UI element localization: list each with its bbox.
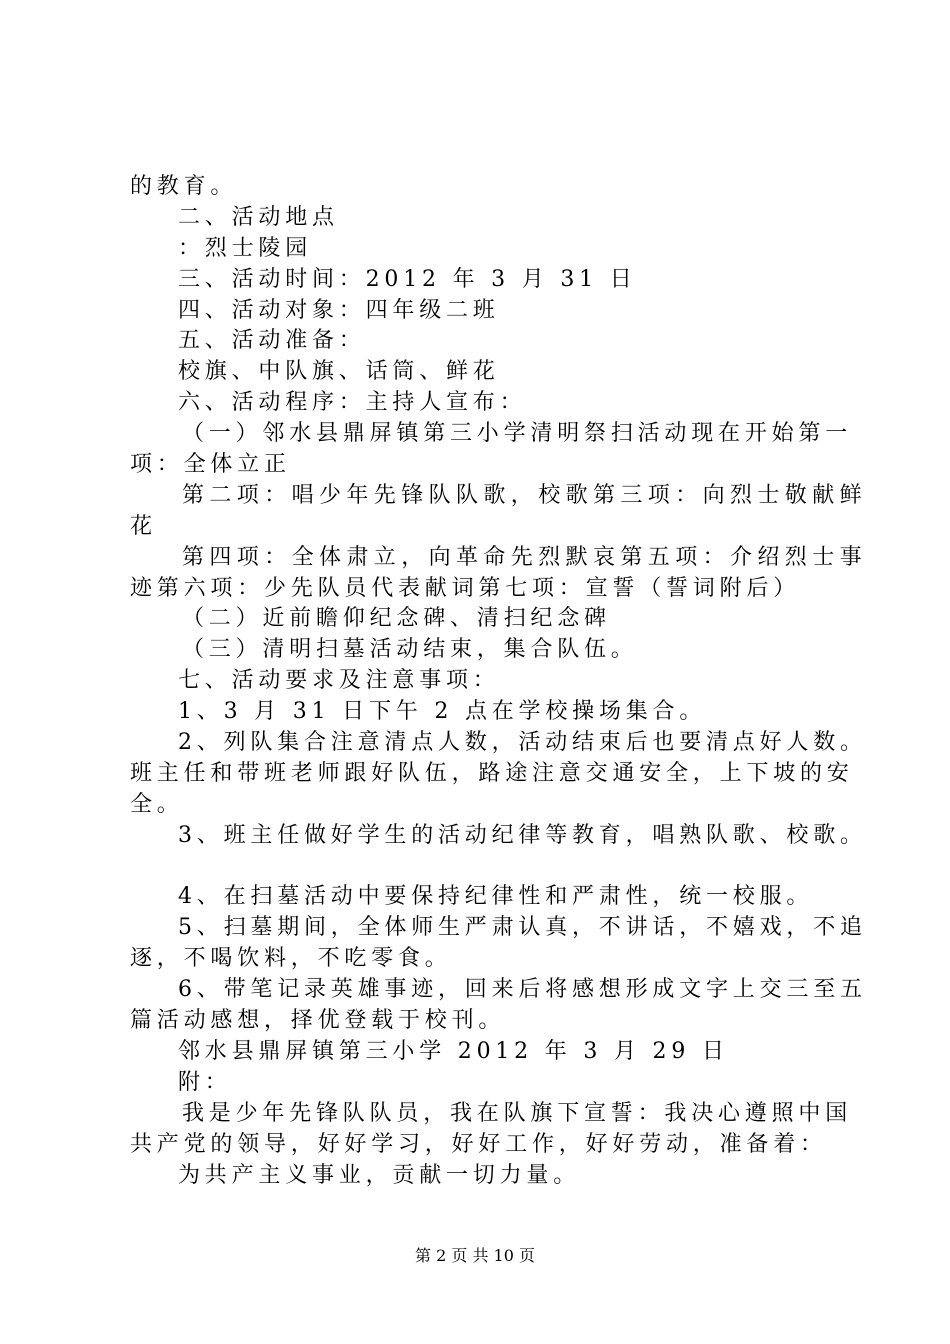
text-line: 5、扫墓期间，全体师生严肃认真，不讲话，不嬉戏，不追: [178, 915, 867, 941]
text-line: 六、活动程序：主持人宣布：: [178, 390, 527, 416]
text-line: 第二项：唱少年先锋队队歌，校歌第三项：向烈士敬献鲜: [182, 482, 868, 508]
text-line: 七、活动要求及注意事项：: [178, 668, 500, 694]
text-line: 逐，不喝饮料，不吃零食。: [130, 946, 452, 972]
text-line: 3、班主任做好学生的活动纪律等教育，唱熟队歌、校歌。: [178, 822, 867, 848]
document-body: [130, 172, 868, 1191]
text-line: （一）邻水县鼎屏镇第三小学清明祭扫活动现在开始第一: [182, 421, 853, 447]
text-line: 三、活动时间：2012 年 3 月 31 日: [178, 266, 637, 292]
text-line: 6、带笔记录英雄事迹，回来后将感想形成文字上交三至五: [178, 977, 867, 1003]
text-line: 四、活动对象：四年级二班: [178, 297, 500, 323]
text-line: 2、列队集合注意清点人数，活动结束后也要清点好人数。: [178, 730, 867, 756]
text-line: 项：全体立正: [130, 452, 291, 478]
text-line: 花: [130, 513, 157, 539]
text-line: 班主任和带班老师跟好队伍，路途注意交通安全，上下坡的安: [130, 760, 854, 786]
text-line: 4、在扫墓活动中要保持纪律性和严肃性，统一校服。: [178, 884, 814, 910]
blank-line: [130, 852, 830, 883]
text-line: （二）近前瞻仰纪念碑、清扫纪念碑: [182, 606, 611, 632]
page-number-footer: 第 2 页 共 10 页: [415, 1246, 535, 1265]
text-line: 篇活动感想，择优登载于校刊。: [130, 1008, 506, 1034]
text-line: （三）清明扫墓活动结束，集合队伍。: [182, 637, 638, 663]
text-line: 为共产主义事业，贡献一切力量。: [178, 1162, 581, 1188]
text-line: 第四项：全体肃立，向革命先烈默哀第五项：介绍烈士事: [182, 544, 868, 570]
text-line: 我是少年先锋队队员，我在队旗下宣誓：我决心遵照中国: [182, 1100, 853, 1126]
text-line: ：烈士陵园: [178, 235, 313, 261]
text-line: 全。: [130, 791, 184, 817]
text-line: 1、3 月 31 日下午 2 点在学校操场集合。: [178, 699, 707, 725]
text-line: 五、活动准备：: [178, 328, 366, 354]
text-line: 迹第六项：少先队员代表献词第七项：宣誓（誓词附后）: [130, 575, 801, 601]
text-line: 共产党的领导，好好学习，好好工作，好好劳动，准备着：: [130, 1131, 827, 1157]
signature-line: 邻水县鼎屏镇第三小学 2012 年 3 月 29 日: [178, 1038, 729, 1064]
text-line: 二、活动地点: [178, 204, 339, 230]
appendix-label: 附：: [178, 1069, 232, 1095]
text-line: 校旗、中队旗、话筒、鲜花: [178, 359, 500, 385]
text-line: 的教育。: [130, 174, 238, 199]
